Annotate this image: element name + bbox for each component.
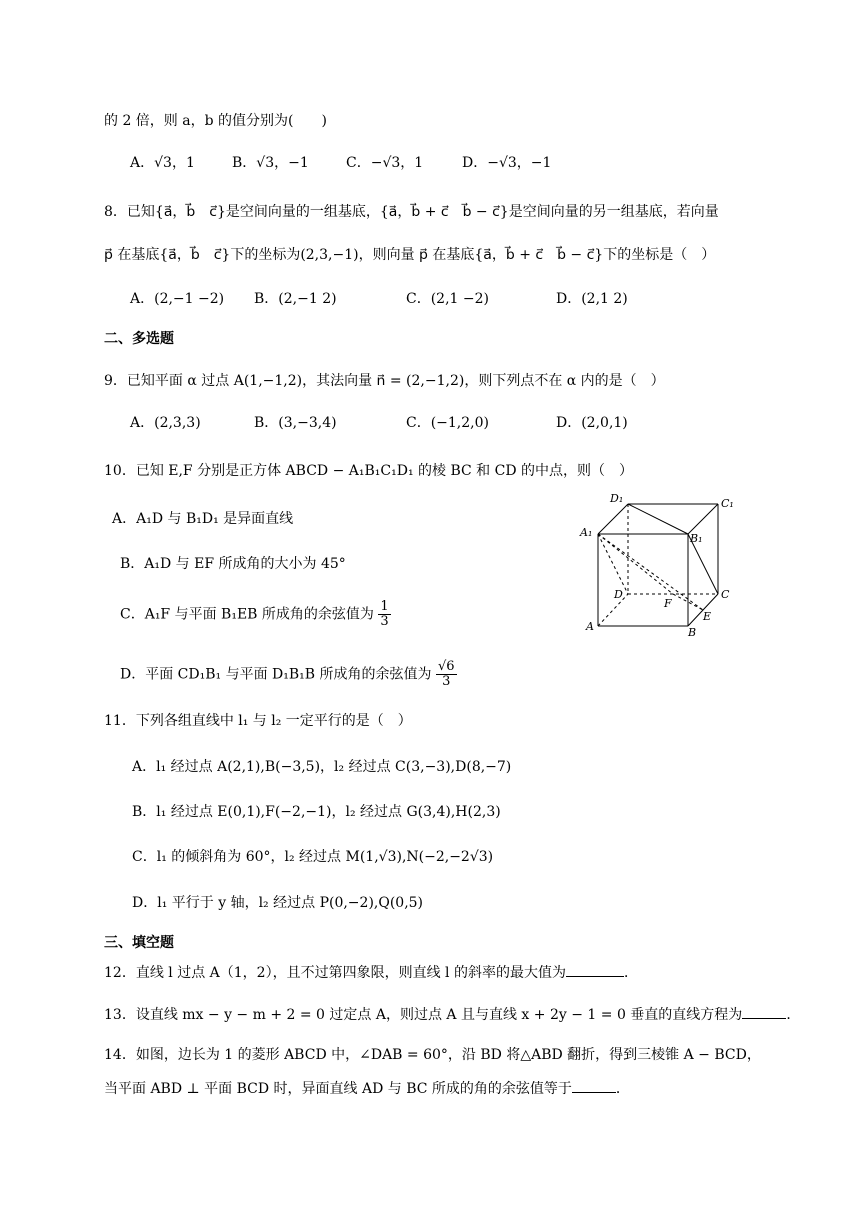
- label-d: D: [614, 588, 623, 601]
- q13-answer-blank: [742, 1004, 786, 1019]
- label-b1: B₁: [690, 532, 703, 545]
- q14-answer-blank: [572, 1078, 616, 1093]
- q7-option-c: C．−√3，1: [346, 155, 424, 171]
- section-multiple-choice: 二、多选题: [104, 331, 174, 347]
- q13-stem: [104, 1004, 800, 1026]
- q14-end: ．: [615, 1081, 630, 1097]
- label-e: E: [703, 610, 712, 623]
- q10-option-d-text: D．平面 CD₁B₁ 与平面 D₁B₁B 所成角的余弦值为: [120, 666, 432, 683]
- q10-option-c-fraction: [378, 600, 390, 629]
- q8-option-c: C．(2,1 −2): [406, 291, 489, 307]
- q9-option-c: C．(−1,2,0): [406, 415, 489, 431]
- q10-stem: 10．已知 E,F 分别是正方体 ABCD − A₁B₁C₁D₁ 的棱 BC 和 CD 的中点，则（ ）: [104, 463, 634, 479]
- segment-a1-f: [598, 534, 673, 594]
- q12-end: ．: [623, 965, 638, 981]
- q12-stem: [104, 962, 638, 984]
- q10-option-b: B．A₁D 与 EF 所成角的大小为 45°: [120, 556, 346, 572]
- q12-text: 12．直线 l 过点 A（1，2），且不过第四象限，则直线 l 的斜率的最大值为: [104, 965, 566, 981]
- q8-line2: p⃗ 在基底{a⃗，b⃗ c⃗}下的坐标为(2,3,−1)，则向量 p⃗ 在基底{a⃗，b⃗ + c⃗ b⃗ − c⃗}下的坐标是（ ）: [104, 247, 716, 263]
- q11-stem: 11．下列各组直线中 l₁ 与 l₂ 一定平行的是（ ）: [104, 713, 412, 729]
- q11-option-b: B．l₁ 经过点 E(0,1),F(−2,−1)，l₂ 经过点 G(3,4),H(2,3): [132, 804, 501, 820]
- q13-end: ．: [786, 1007, 801, 1023]
- q11-option-c: C．l₁ 的倾斜角为 60°，l₂ 经过点 M(1,√3),N(−2,−2√3): [132, 849, 494, 865]
- q9-option-d: D．(2,0,1): [556, 415, 628, 431]
- q10-option-d: [120, 660, 457, 689]
- q8-option-d: D．(2,1 2): [556, 291, 628, 307]
- q14-line2: [104, 1078, 630, 1100]
- label-b: B: [688, 626, 697, 639]
- q14-line1: 14．如图，边长为 1 的菱形 ABCD 中，∠DAB = 60°，沿 BD 将△ABD 翻折，得到三棱锥 A − BCD，: [104, 1047, 761, 1063]
- q7-option-b: B．√3，−1: [232, 155, 309, 171]
- fraction-denominator: 3: [442, 674, 451, 689]
- label-c1: C₁: [721, 497, 734, 510]
- edge-b1-c1: [688, 504, 718, 534]
- cube-figure: [578, 490, 748, 640]
- q10-option-c-text: C．A₁F 与平面 B₁EB 所成角的余弦值为: [120, 606, 374, 623]
- q7-tail: 的 2 倍，则 a，b 的值分别为( ): [104, 113, 327, 129]
- section-fill-in: 三、填空题: [104, 935, 174, 951]
- label-a1: A₁: [580, 526, 593, 539]
- q10-option-d-fraction: [436, 660, 457, 689]
- q11-option-a: A．l₁ 经过点 A(2,1),B(−3,5)，l₂ 经过点 C(3,−3),D(8,−7): [132, 759, 512, 775]
- label-d1: D₁: [610, 492, 624, 505]
- edge-a-d: [598, 594, 628, 626]
- q8-option-b: B．(2,−1 2): [254, 291, 337, 307]
- edge-a1-d1: [598, 504, 628, 534]
- q10-option-c: [120, 600, 391, 629]
- q12-answer-blank: [566, 962, 624, 977]
- fraction-numerator: 1: [380, 599, 389, 614]
- q13-text: 13．设直线 mx − y − m + 2 = 0 过定点 A，则过点 A 且与直线 x + 2y − 1 = 0 垂直的直线方程为: [104, 1007, 743, 1023]
- label-c: C: [721, 588, 730, 601]
- q9-option-b: B．(3,−3,4): [254, 415, 337, 431]
- fraction-denominator: 3: [380, 614, 389, 629]
- q14-text: 当平面 ABD ⊥ 平面 BCD 时，异面直线 AD 与 BC 所成的角的余弦值等于: [104, 1081, 572, 1097]
- q8-option-a: A．(2,−1 −2): [130, 291, 225, 307]
- label-a: A: [586, 620, 594, 633]
- q8-line1: 8．已知{a⃗，b⃗ c⃗}是空间向量的一组基底，{a⃗，b⃗ + c⃗ b⃗ − c⃗}是空间向量的另一组基底，若向量: [104, 204, 719, 220]
- fraction-numerator: √6: [437, 659, 455, 674]
- label-f: F: [664, 597, 672, 610]
- q7-option-a: A．√3，1: [130, 155, 195, 171]
- q11-option-d: D．l₁ 平行于 y 轴，l₂ 经过点 P(0,−2),Q(0,5): [132, 895, 424, 911]
- q9-stem: 9．已知平面 α 过点 A(1,−1,2)，其法向量 n⃗ = (2,−1,2)，则下列点不在 α 内的是（ ）: [104, 373, 665, 389]
- q7-option-d: D．−√3，−1: [462, 155, 552, 171]
- segment-a1-d: [598, 534, 628, 594]
- q10-option-a: A．A₁D 与 B₁D₁ 是异面直线: [112, 511, 294, 527]
- edge-d1-b1: [628, 504, 688, 534]
- q9-option-a: A．(2,3,3): [130, 415, 201, 431]
